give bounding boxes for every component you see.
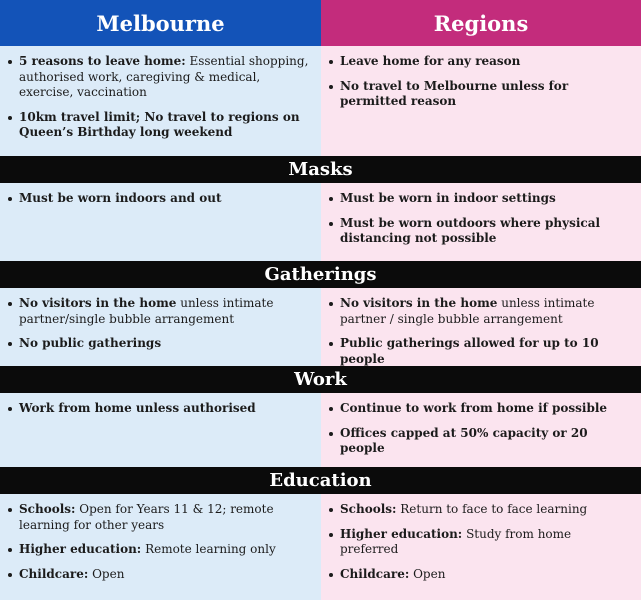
list-item: Childcare: Open (8, 567, 311, 583)
movement-row (0, 46, 641, 156)
regions-column-header: Regions (321, 0, 641, 46)
list-item: No travel to Melbourne unless for permitted reason (329, 79, 631, 110)
section-header-gatherings: Gatherings (0, 261, 641, 288)
list-item: No visitors in the home unless intimate partner / single bubble arrangement (329, 296, 631, 327)
education-row (0, 494, 641, 600)
list-item: Schools: Open for Years 11 & 12; remote learning for other years (8, 502, 311, 533)
list-item: Schools: Return to face to face learning (329, 502, 631, 518)
list-item: Higher education: Study from home preferred (329, 527, 631, 558)
melbourne-column-header: Melbourne (0, 0, 321, 46)
regions-cell (321, 494, 641, 600)
regions-cell (321, 46, 641, 156)
melbourne-cell (0, 46, 321, 156)
list-item: Public gatherings allowed for up to 10 people (329, 336, 631, 367)
list-item: Continue to work from home if possible (329, 401, 631, 417)
list-item: No public gatherings (8, 336, 311, 352)
list-item: Offices capped at 50% capacity or 20 people (329, 426, 631, 457)
bullet-list (329, 54, 631, 110)
list-item: Must be worn in indoor settings (329, 191, 631, 207)
bullet-list (8, 502, 311, 582)
list-item: Work from home unless authorised (8, 401, 311, 417)
gatherings-row (0, 288, 641, 366)
list-item: Higher education: Remote learning only (8, 542, 311, 558)
melbourne-cell (0, 494, 321, 600)
list-item: No visitors in the home unless intimate partner/single bubble arrangement (8, 296, 311, 327)
section-header-work: Work (0, 366, 641, 393)
section-header-masks: Masks (0, 156, 641, 183)
work-row (0, 393, 641, 467)
regions-cell (321, 183, 641, 261)
list-item: Childcare: Open (329, 567, 631, 583)
column-header-row (0, 0, 641, 46)
list-item: 10km travel limit; No travel to regions on Queen’s Birthday long weekend (8, 110, 311, 141)
melbourne-cell (0, 393, 321, 467)
list-item: Leave home for any reason (329, 54, 631, 70)
masks-row (0, 183, 641, 261)
bullet-list (329, 296, 631, 367)
melbourne-cell (0, 288, 321, 366)
section-header-education: Education (0, 467, 641, 494)
bullet-list (8, 191, 311, 207)
regions-cell (321, 393, 641, 467)
melbourne-cell (0, 183, 321, 261)
list-item: 5 reasons to leave home: Essential shopping, authorised work, caregiving & medical, exercise, vaccination (8, 54, 311, 101)
regions-cell (321, 288, 641, 366)
bullet-list (8, 401, 311, 417)
bullet-list (329, 191, 631, 247)
bullet-list (329, 401, 631, 457)
bullet-list (8, 296, 311, 352)
bullet-list (329, 502, 631, 582)
bullet-list (8, 54, 311, 141)
list-item: Must be worn outdoors where physical distancing not possible (329, 216, 631, 247)
list-item: Must be worn indoors and out (8, 191, 311, 207)
